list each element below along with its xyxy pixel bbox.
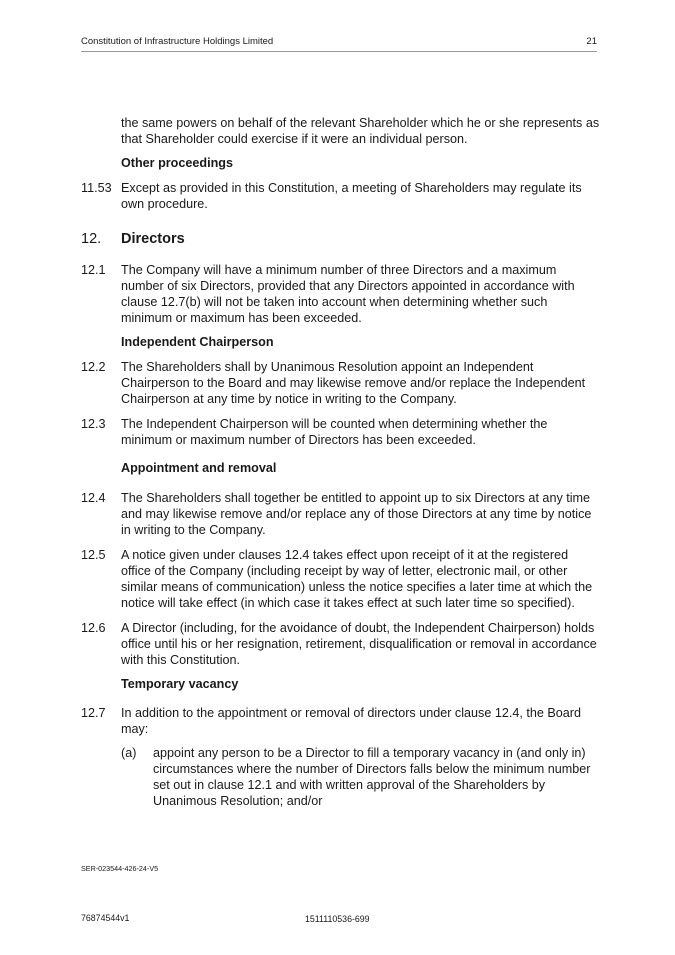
clause-12-4 (81, 490, 601, 538)
heading-other-proceedings: Other proceedings (121, 156, 233, 170)
continuation-paragraph: the same powers on behalf of the relevant Shareholder which he or she represents as that Shareholder could exercise if it were an individual person. (121, 116, 600, 146)
clause-12-2 (81, 359, 601, 407)
clause-number: 12.6 (81, 621, 106, 635)
clause-text: Except as provided in this Constitution, a meeting of Shareholders may regulate its own procedure. (121, 181, 582, 211)
subclause-text: appoint any person to be a Director to fill a temporary vacancy in (and only in) circumstances where the number of Directors falls below the minimum number set out in clause 12.1 and with written approval of the Shareholders by Unanimous Resolution; and/or (153, 746, 591, 808)
clause-text: The Company will have a minimum number of three Directors and a maximum number of six Directors, provided that any Directors appointed in accordance with clause 12.7(b) will not be taken into account when determining whether such minimum or maximum has been exceeded. (121, 263, 575, 325)
clause-text: The Independent Chairperson will be counted when determining whether the minimum or maximum number of Directors has been exceeded. (121, 417, 548, 447)
clause-12-3 (81, 416, 601, 448)
clause-text: The Shareholders shall by Unanimous Resolution appoint an Independent Chairperson to the Board and may likewise remove and/or replace the Independent Chairperson at any time by notice in writing to the Company. (121, 360, 586, 406)
clause-12-5 (81, 547, 601, 611)
clause-text: A notice given under clauses 12.4 takes effect upon receipt of it at the registered office of the Company (including receipt by way of letter, electronic mail, or other similar means of communication) unless the notice specifies a later time at which the notice will take effect (in which case it takes effect at such later time so specified). (121, 548, 593, 610)
heading-independent-chairperson: Independent Chairperson (121, 335, 274, 349)
clause-12-1 (81, 262, 601, 326)
heading-appointment-removal: Appointment and removal (121, 461, 277, 475)
clause-text: The Shareholders shall together be entitled to appoint up to six Directors at any time and may likewise remove and/or replace any of those Directors at any time by notice in writing to the Company. (121, 491, 592, 537)
section-number: 12. (81, 231, 102, 247)
clause-number: 12.2 (81, 360, 106, 374)
clause-number: 11.53 (81, 181, 112, 195)
clause-number: 12.4 (81, 491, 106, 505)
page-header (81, 36, 597, 47)
clause-text: A Director (including, for the avoidance of doubt, the Independent Chairperson) holds office until his or her resignation, retirement, disqualification or removal in accordance with this Constitution. (121, 621, 597, 667)
clause-11-53 (81, 180, 601, 212)
clause-number: 12.1 (81, 263, 106, 277)
clause-number: 12.3 (81, 417, 106, 431)
document-title: Constitution of Infrastructure Holdings Limited (81, 36, 274, 47)
clause-12-7-a (121, 745, 601, 809)
clause-number: 12.7 (81, 706, 106, 720)
section-12-heading (81, 231, 185, 247)
clause-number: 12.5 (81, 548, 106, 562)
clause-12-7 (81, 705, 601, 737)
clause-text: In addition to the appointment or removal of directors under clause 12.4, the Board may: (121, 706, 581, 736)
footer-center-code: 1511110536-699 (305, 914, 370, 924)
section-title: Directors (121, 231, 185, 247)
clause-12-6 (81, 620, 601, 668)
footer-document-id: 76874544v1 (81, 913, 130, 923)
heading-temporary-vacancy: Temporary vacancy (121, 677, 239, 691)
header-divider (81, 51, 597, 52)
footer-reference: SER-023544-426-24-V5 (81, 864, 159, 873)
page-number: 21 (586, 36, 597, 47)
subclause-number: (a) (121, 746, 137, 760)
